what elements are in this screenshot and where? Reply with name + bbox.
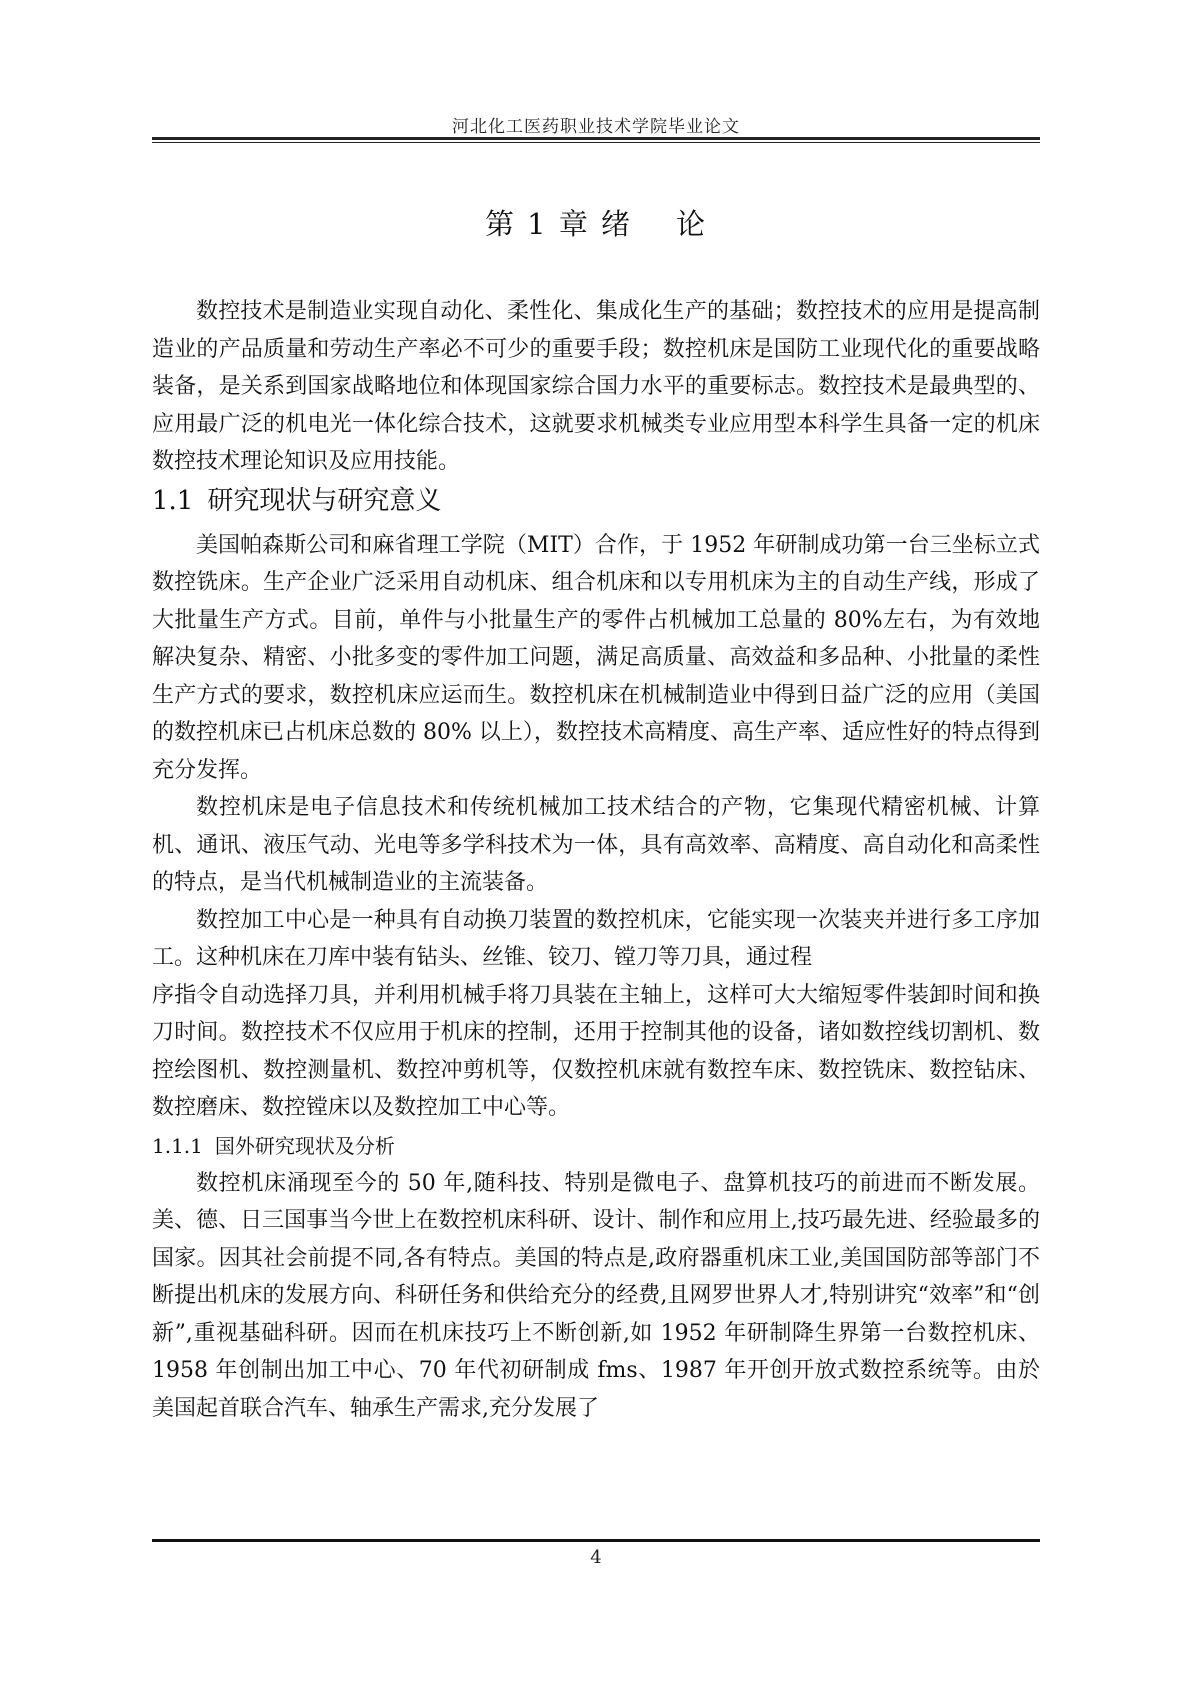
- subsection-heading: [152, 1129, 1040, 1163]
- page-header: 河北化工医药职业技术学院毕业论文: [452, 117, 740, 137]
- main-content: [152, 293, 1040, 1427]
- chapter-title: [152, 202, 1040, 243]
- subsection-title: 国外研究现状及分析: [214, 1133, 395, 1158]
- section-paragraph: 美国帕森斯公司和麻省理工学院（MIT）合作，于 1952 年研制成功第一台三坐标立式数控铣床。生产企业广泛采用自动机床、组合机床和以专用机床为主的自动生产线，形成了大批量生产方式。目前，单件与小批量生产的零件占机械加工总量的 80%左右，为有效地解决复杂、精密、小批多变的零件加工问题，满足高质量、高效益和多品种、小批量的柔性生产方式的要求，数控机床应运而生。数控机床在机械制造业中得到日益广泛的应用（美国的数控机床已占机床总数的 80% 以上），数控技术高精度、高生产率、适应性好的特点得到充分发挥。: [152, 532, 1040, 783]
- chapter-title-suffix: 论: [676, 207, 708, 241]
- subsection-paragraph: 数控机床涌现至今的 50 年,随科技、特别是微电子、盘算机技巧的前进而不断发展。美、德、日三国事当今世上在数控机床科研、设计、制作和应用上,技巧最先进、经验最多的国家。因其社会前提不同,各有特点。美国的特点是,政府器重机床工业,美国国防部等部门不断提出机床的发展方向、科研任务和供给充分的经费,且网罗世界人才,特别讲究“效率”和“创新”,重视基础科研。因而在机床技巧上不断创新,如 1952 年研制降生界第一台数控机床、1958 年创制出加工中心、70 年代初研制成 fms、1987 年开创开放式数控系统等。由於美国起首联合汽车、轴承生产需求,充分发展了: [152, 1170, 1040, 1421]
- section-title: 研究现状与研究意义: [207, 485, 442, 516]
- header-rule: [152, 137, 1040, 143]
- footer-rule: [152, 1539, 1040, 1542]
- page-number: 4: [590, 1547, 602, 1568]
- section-number: 1.1: [152, 485, 194, 516]
- intro-paragraph: 数控技术是制造业实现自动化、柔性化、集成化生产的基础；数控技术的应用是提高制造业的产品质量和劳动生产率必不可少的重要手段；数控机床是国防工业现代化的重要战略装备，是关系到国家战略地位和体现国家综合国力水平的重要标志。数控技术是最典型的、应用最广泛的机电光一体化综合技术，这就要求机械类专业应用型本科学生具备一定的机床数控技术理论知识及应用技能。: [152, 299, 1040, 474]
- chapter-title-prefix: 第 1 章 绪: [484, 207, 633, 241]
- subsection-number: 1.1.1: [152, 1133, 203, 1158]
- section-paragraph-continued: 序指令自动选择刀具，并利用机械手将刀具装在主轴上，这样可大大缩短零件装卸时间和换刀时间。数控技术不仅应用于机床的控制，还用于控制其他的设备，诸如数控线切割机、数控绘图机、数控测量机、数控冲剪机等，仅数控机床就有数控车床、数控铣床、数控钻床、数控磨床、数控镗床以及数控加工中心等。: [152, 982, 1040, 1120]
- section-heading: [152, 483, 1040, 519]
- section-paragraph-line-1: 数控加工中心是一种具有自动换刀装置的数控机床，它能实现一次装夹并进行多工序加工。这种机床在刀库中装有钻头、丝锥、铰刀、镗刀等刀具，通过程: [152, 907, 1040, 970]
- section-paragraph: 数控机床是电子信息技术和传统机械加工技术结合的产物，它集现代精密机械、计算机、通讯、液压气动、光电等多学科技术为一体，具有高效率、高精度、高自动化和高柔性的特点，是当代机械制造业的主流装备。: [152, 795, 1040, 895]
